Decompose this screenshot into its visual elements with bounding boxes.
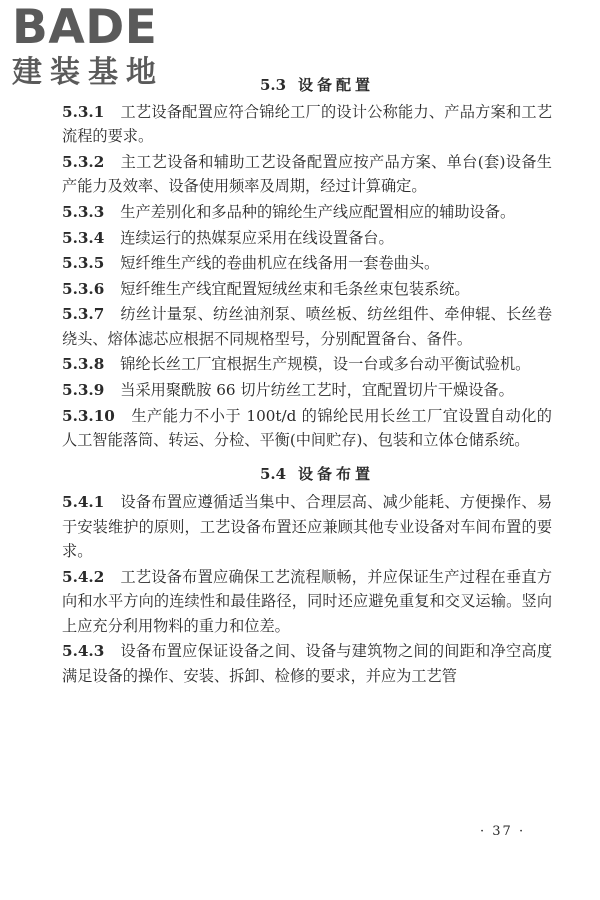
clause-text: 生产能力不小于 100t/d 的锦纶民用长丝工厂宜设置自动化的人工智能落筒、转运、分检、平衡(中间贮存)、包装和立体仓储系统。 <box>62 406 552 449</box>
clause-text: 主工艺设备和辅助工艺设备配置应按产品方案、单台(套)设备生产能力及效率、设备使用频率及周期，经过计算确定。 <box>62 153 552 196</box>
clause-number: 5.3.9 <box>62 380 105 399</box>
clause-5-3-4 <box>62 226 552 250</box>
clause-5-4-1 <box>62 490 552 563</box>
clause-5-3-8 <box>62 352 552 376</box>
clause-text: 设备布置应保证设备之间、设备与建筑物之间的间距和净空高度满足设备的操作、安装、拆卸、检修的要求，并应为工艺管 <box>62 642 552 685</box>
clause-number: 5.3.2 <box>62 153 105 171</box>
clause-5-4-3 <box>62 639 552 688</box>
section-title-5-3 <box>82 70 552 100</box>
clause-number: 5.3.7 <box>62 305 105 324</box>
section-heading: 设备配置 <box>298 76 375 94</box>
clause-text: 短纤维生产线宜配置短绒丝束和毛条丝束包装系统。 <box>120 279 470 298</box>
clause-text: 纺丝计量泵、纺丝油剂泵、喷丝板、纺丝组件、牵伸辊、长丝卷绕头、熔体滤芯应根据不同规格型号，分别配置备台、备件。 <box>62 305 552 348</box>
clause-text: 设备布置应遵循适当集中、合理层高、减少能耗、方便操作、易于安装维护的原则，工艺设备布置还应兼顾其他专业设备对车间布置的要求。 <box>62 493 552 561</box>
section-number: 5.4 <box>259 465 287 484</box>
clause-number: 5.4.3 <box>62 642 105 661</box>
clause-number: 5.3.10 <box>62 406 115 425</box>
clause-text: 生产差别化和多品种的锦纶生产线应配置相应的辅助设备。 <box>120 203 516 221</box>
clause-number: 5.3.1 <box>62 103 105 121</box>
clause-number: 5.4.2 <box>62 567 105 586</box>
logo-latin-text: BADE <box>12 0 158 55</box>
clause-text: 短纤维生产线的卷曲机应在线备用一套卷曲头。 <box>120 254 440 273</box>
clause-5-3-10 <box>62 404 552 453</box>
section-number: 5.3 <box>259 76 287 94</box>
clause-number: 5.4.1 <box>62 493 105 512</box>
logo-chinese-text: 建装基地 <box>12 55 164 90</box>
clause-text: 工艺设备配置应符合锦纶工厂的设计公称能力、产品方案和工艺流程的要求。 <box>62 103 552 146</box>
section-title-5-4 <box>82 458 552 490</box>
clause-5-3-2 <box>62 150 552 199</box>
clause-number: 5.3.5 <box>62 254 105 273</box>
clause-5-3-7 <box>62 302 552 351</box>
clause-5-3-9 <box>62 378 552 402</box>
clause-number: 5.3.3 <box>62 203 105 221</box>
clause-number: 5.3.4 <box>62 228 105 247</box>
clause-5-4-2 <box>62 565 552 638</box>
document-body <box>62 70 552 689</box>
clause-text: 工艺设备布置应确保工艺流程顺畅，并应保证生产过程在垂直方向和水平方向的连续性和最佳路径，同时还应避免重复和交叉运输。竖向上应充分利用物料的重力和位差。 <box>62 567 552 635</box>
clause-text: 锦纶长丝工厂宜根据生产规模，设一台或多台动平衡试验机。 <box>120 355 531 374</box>
section-heading: 设备布置 <box>298 465 375 484</box>
page-number: · 37 · <box>480 824 526 839</box>
clause-text: 连续运行的热媒泵应采用在线设置备台。 <box>120 228 394 247</box>
clause-5-3-1 <box>62 100 552 149</box>
clause-number: 5.3.8 <box>62 355 105 374</box>
clause-5-3-3 <box>62 200 552 224</box>
clause-5-3-6 <box>62 277 552 301</box>
clause-number: 5.3.6 <box>62 279 105 298</box>
clause-5-3-5 <box>62 251 552 275</box>
clause-text: 当采用聚酰胺 66 切片纺丝工艺时，宜配置切片干燥设备。 <box>120 380 514 399</box>
